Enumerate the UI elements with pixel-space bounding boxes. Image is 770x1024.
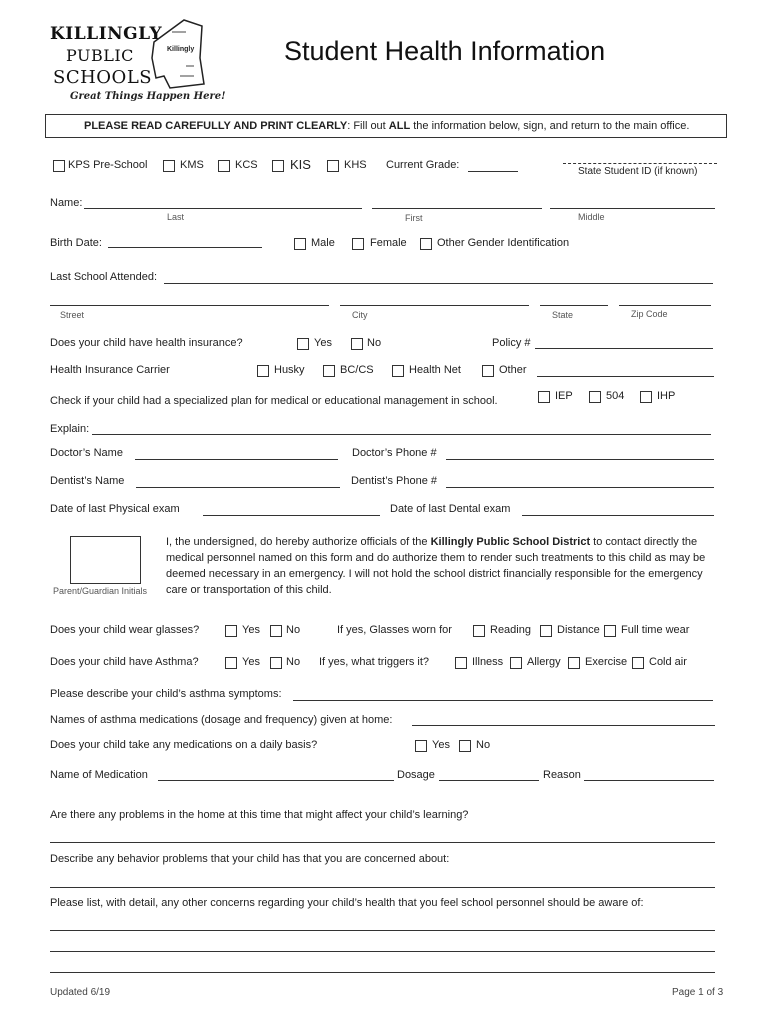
label-other-gender: Other Gender Identification (437, 237, 570, 249)
dosage-field[interactable] (439, 780, 539, 781)
dentist-phone-label: Dentist’s Phone # (351, 475, 438, 487)
label-bccs: BC/CS (340, 364, 374, 376)
logo-line-3: SCHOOLS (53, 67, 153, 88)
state-sublabel: State (552, 310, 574, 320)
checkbox-ihp[interactable] (640, 391, 652, 403)
current-grade-field[interactable] (468, 171, 518, 172)
label-distance: Distance (557, 624, 600, 636)
label-male: Male (311, 237, 335, 249)
state-student-id-label: State Student ID (if known) (578, 166, 698, 177)
checkbox-male[interactable] (294, 238, 306, 250)
checkbox-full-time[interactable] (604, 625, 616, 637)
other-carrier-field[interactable] (537, 376, 714, 377)
label-daily-meds-no: No (476, 739, 491, 751)
reason-label: Reason (543, 769, 581, 781)
first-sublabel: First (405, 213, 423, 223)
label-daily-meds-yes: Yes (432, 739, 450, 751)
logo-line-1: KILLINGLY (50, 24, 163, 44)
dental-exam-label: Date of last Dental exam (390, 503, 511, 515)
checkbox-husky[interactable] (257, 365, 269, 377)
label-insurance-no: No (367, 337, 382, 349)
label-kis: KIS (290, 157, 311, 172)
label-kms: KMS (180, 159, 204, 171)
label-glasses-no: No (286, 624, 301, 636)
name-label: Name: (50, 197, 83, 209)
logo-line-2: PUBLIC (66, 46, 134, 65)
checkbox-kms[interactable] (163, 160, 175, 172)
first-name-field[interactable] (372, 208, 542, 209)
label-allergy: Allergy (527, 656, 561, 668)
concerns-field-3[interactable] (50, 972, 715, 973)
dosage-label: Dosage (397, 769, 435, 781)
label-asthma-yes: Yes (242, 656, 260, 668)
state-student-id-field[interactable] (563, 163, 717, 164)
asthma-question: Does your child have Asthma? (50, 656, 199, 668)
physical-exam-label: Date of last Physical exam (50, 503, 180, 515)
checkbox-allergy[interactable] (510, 657, 522, 669)
asthma-symptoms-field[interactable] (293, 700, 713, 701)
label-insurance-yes: Yes (314, 337, 332, 349)
last-school-field[interactable] (164, 283, 713, 284)
notice-text: PLEASE READ CAREFULLY AND PRINT CLEARLY: Fill out ALL the information below, sign, and return to the main office. (84, 120, 690, 132)
last-sublabel: Last (167, 212, 185, 222)
label-female: Female (370, 237, 407, 249)
label-ihp: IHP (657, 390, 676, 402)
checkbox-kis[interactable] (272, 160, 284, 172)
dental-exam-field[interactable] (522, 515, 714, 516)
logo-tagline: Great Things Happen Here! (70, 91, 226, 102)
street-field[interactable] (50, 305, 329, 306)
daily-meds-question: Does your child take any medications on a daily basis? (50, 739, 318, 751)
doctor-phone-label: Doctor’s Phone # (352, 447, 437, 459)
checkbox-khs[interactable] (327, 160, 339, 172)
checkbox-asthma-no[interactable] (270, 657, 282, 669)
middle-sublabel: Middle (578, 212, 605, 222)
label-kcs: KCS (235, 159, 258, 171)
checkbox-illness[interactable] (455, 657, 467, 669)
last-school-label: Last School Attended: (50, 271, 158, 283)
checkbox-other-carrier[interactable] (482, 365, 494, 377)
label-504: 504 (606, 390, 625, 402)
med-name-field[interactable] (158, 780, 394, 781)
asthma-symptoms-label: Please describe your child’s asthma symptoms: (50, 688, 282, 700)
checkbox-insurance-no[interactable] (351, 338, 363, 350)
label-health-net: Health Net (409, 364, 461, 376)
label-other-carrier: Other (499, 364, 527, 376)
dentist-name-field[interactable] (136, 487, 340, 488)
checkbox-glasses-no[interactable] (270, 625, 282, 637)
city-sublabel: City (352, 310, 368, 320)
label-husky: Husky (274, 364, 305, 376)
zip-field[interactable] (619, 305, 711, 306)
home-problems-field[interactable] (50, 842, 715, 843)
doctor-name-field[interactable] (135, 459, 338, 460)
label-reading: Reading (490, 624, 531, 636)
home-problems-question: Are there any problems in the home at this time that might affect your child’s learning? (50, 809, 469, 821)
checkbox-daily-meds-yes[interactable] (415, 740, 427, 752)
dentist-phone-field[interactable] (446, 487, 714, 488)
checkbox-health-net[interactable] (392, 365, 404, 377)
insurance-question: Does your child have health insurance? (50, 337, 243, 349)
logo-map-label: Killingly (167, 46, 195, 53)
concerns-field-2[interactable] (50, 951, 715, 952)
city-field[interactable] (340, 305, 529, 306)
med-name-label: Name of Medication (50, 769, 148, 781)
behavior-question: Describe any behavior problems that your child has that you are concerned about: (50, 853, 450, 865)
label-iep: IEP (555, 390, 573, 402)
glasses-question: Does your child wear glasses? (50, 624, 200, 636)
notice-box (45, 114, 727, 138)
checkbox-iep[interactable] (538, 391, 550, 403)
concerns-field-1[interactable] (50, 930, 715, 931)
label-full-time: Full time wear (621, 624, 690, 636)
checkbox-insurance-yes[interactable] (297, 338, 309, 350)
parent-initials-box[interactable] (70, 536, 141, 584)
label-asthma-no: No (286, 656, 301, 668)
checkbox-bccs[interactable] (323, 365, 335, 377)
checkbox-exercise[interactable] (568, 657, 580, 669)
triggers-label: If yes, what triggers it? (319, 656, 430, 668)
birth-date-field[interactable] (108, 247, 262, 248)
label-khs: KHS (344, 159, 367, 171)
state-field[interactable] (540, 305, 608, 306)
asthma-meds-field[interactable] (412, 725, 715, 726)
dentist-name-label: Dentist’s Name (50, 475, 125, 487)
checkbox-daily-meds-no[interactable] (459, 740, 471, 752)
policy-label: Policy # (492, 337, 531, 349)
doctor-name-label: Doctor’s Name (50, 447, 123, 459)
town-map-icon (150, 18, 206, 90)
concerns-question: Please list, with detail, any other concerns regarding your child’s health that you feel school personnel should be aware of: (50, 897, 644, 909)
last-name-field[interactable] (84, 208, 362, 209)
label-illness: Illness (472, 656, 504, 668)
physical-exam-field[interactable] (203, 515, 380, 516)
checkbox-cold-air[interactable] (632, 657, 644, 669)
doctor-phone-field[interactable] (446, 459, 714, 460)
page-title: Student Health Information (284, 36, 606, 66)
glasses-for-label: If yes, Glasses worn for (337, 624, 452, 636)
checkbox-kps-preschool[interactable] (53, 160, 65, 172)
checkbox-glasses-yes[interactable] (225, 625, 237, 637)
explain-label: Explain: (50, 423, 90, 435)
current-grade-label: Current Grade: (386, 159, 460, 171)
authorization-paragraph: I, the undersigned, do hereby authorize officials of the Killingly Public School District to contact directly the medical personnel named on this form and do authorize them to render such treatments to this child as may be deemed necessary in an emergency. I will not hold the school district financially responsible for the emergency care or transportation of this child. (166, 536, 706, 596)
checkbox-other-gender[interactable] (420, 238, 432, 250)
behavior-field[interactable] (50, 887, 715, 888)
label-cold-air: Cold air (649, 656, 687, 668)
checkbox-reading[interactable] (473, 625, 485, 637)
parent-initials-label: Parent/Guardian Initials (53, 586, 148, 596)
plan-question: Check if your child had a specialized plan for medical or educational management in school. (50, 395, 498, 407)
street-sublabel: Street (60, 310, 85, 320)
asthma-meds-label: Names of asthma medications (dosage and frequency) given at home: (50, 714, 393, 726)
reason-field[interactable] (584, 780, 714, 781)
birth-date-label: Birth Date: (50, 237, 102, 249)
explain-field[interactable] (92, 434, 711, 435)
checkbox-kcs[interactable] (218, 160, 230, 172)
policy-field[interactable] (535, 348, 713, 349)
label-kps-preschool: KPS Pre-School (68, 159, 148, 171)
checkbox-504[interactable] (589, 391, 601, 403)
footer-page-number: Page 1 of 3 (672, 987, 724, 998)
carrier-label: Health Insurance Carrier (50, 364, 170, 376)
checkbox-distance[interactable] (540, 625, 552, 637)
footer-updated: Updated 6/19 (50, 987, 111, 998)
middle-name-field[interactable] (550, 208, 715, 209)
checkbox-asthma-yes[interactable] (225, 657, 237, 669)
zip-sublabel: Zip Code (631, 309, 668, 319)
label-glasses-yes: Yes (242, 624, 260, 636)
checkbox-female[interactable] (352, 238, 364, 250)
label-exercise: Exercise (585, 656, 628, 668)
